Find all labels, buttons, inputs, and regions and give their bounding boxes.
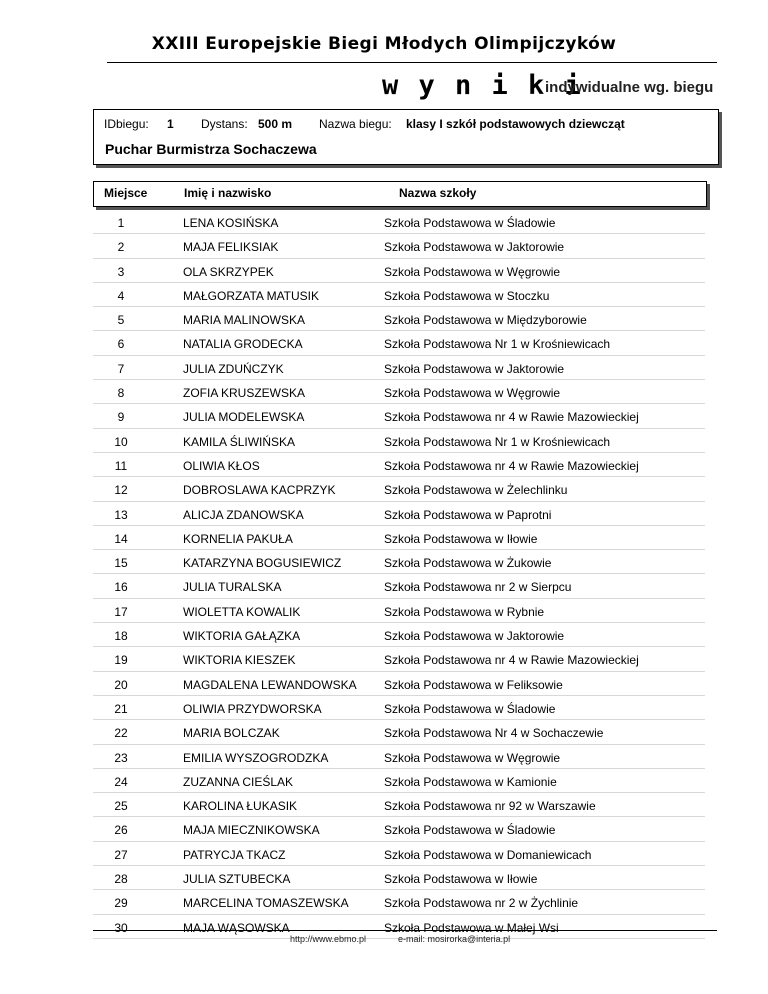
cell-place: 13 (114, 507, 128, 522)
table-row (93, 793, 705, 817)
cell-name: ZOFIA KRUSZEWSKA (183, 386, 306, 401)
distance-label: Dystans: (201, 117, 248, 131)
table-row (93, 696, 705, 720)
column-header-place: Miejsce (104, 186, 148, 200)
cell-place: 4 (117, 288, 125, 303)
cell-school: Szkoła Podstawowa w Jaktorowie (384, 240, 565, 255)
results-table (93, 210, 705, 939)
column-header-name: Imię i nazwisko (184, 186, 272, 200)
cell-school: Szkoła Podstawowa w Śladowie (384, 823, 556, 838)
cell-name: ZUZANNA CIEŚLAK (183, 774, 294, 789)
cell-place: 20 (114, 677, 128, 692)
cell-name: DOBROSLAWA KACPRZYK (183, 483, 336, 498)
cell-place: 17 (114, 604, 128, 619)
table-row (93, 404, 705, 428)
cell-place: 19 (114, 653, 128, 668)
cell-place: 14 (114, 531, 128, 546)
cell-place: 21 (114, 701, 128, 716)
cell-name: MAJA WĄSOWSKA (183, 920, 290, 935)
table-row (93, 259, 705, 283)
table-row (93, 890, 705, 914)
cell-school: Szkoła Podstawowa nr 2 w Żychlinie (384, 896, 579, 911)
table-row (93, 526, 705, 550)
race-info-box (93, 109, 719, 165)
cell-name: JULIA ZDUŃCZYK (183, 361, 284, 376)
cell-name: KATARZYNA BOGUSIEWICZ (183, 556, 342, 571)
cell-place: 6 (117, 337, 125, 352)
race-name-label: Nazwa biegu: (319, 117, 392, 131)
race-id-value: 1 (167, 117, 174, 131)
table-row (93, 720, 705, 744)
cell-name: OLIWIA PRZYDWORSKA (183, 701, 322, 716)
cell-name: KAMILA ŚLIWIŃSKA (183, 434, 296, 449)
cell-place: 5 (117, 313, 125, 328)
cell-name: WIOLETTA KOWALIK (183, 604, 301, 619)
cup-name: Puchar Burmistrza Sochaczewa (105, 141, 317, 157)
cell-name: OLA SKRZYPEK (183, 264, 274, 279)
cell-school: Szkoła Podstawowa nr 4 w Rawie Mazowieckiej (384, 410, 639, 425)
table-row (93, 502, 705, 526)
cell-name: KAROLINA ŁUKASIK (183, 799, 298, 814)
cell-name: EMILIA WYSZOGRODZKA (183, 750, 329, 765)
cell-school: Szkoła Podstawowa Nr 1 w Krośniewicach (384, 337, 611, 352)
cell-name: JULIA SZTUBECKA (183, 872, 291, 887)
cell-place: 23 (114, 750, 128, 765)
cell-place: 7 (117, 361, 125, 376)
cell-place: 29 (114, 896, 128, 911)
cell-school: Szkoła Podstawowa Nr 4 w Sochaczewie (384, 726, 604, 741)
cell-name: MAŁGORZATA MATUSIK (183, 288, 320, 303)
cell-place: 26 (114, 823, 128, 838)
table-row (93, 817, 705, 841)
cell-school: Szkoła Podstawowa w Kamionie (384, 774, 557, 789)
race-id-label: IDbiegu: (104, 117, 149, 131)
document-title: XXIII Europejskie Biegi Młodych Olimpijczyków (151, 34, 617, 54)
results-type: indywidualne wg. biegu (545, 79, 714, 96)
cell-place: 30 (114, 920, 128, 935)
cell-name: OLIWIA KŁOS (183, 458, 260, 473)
table-row (93, 210, 705, 234)
cell-name: MAGDALENA LEWANDOWSKA (183, 677, 357, 692)
cell-school: Szkoła Podstawowa nr 4 w Rawie Mazowieckiej (384, 653, 639, 668)
table-row (93, 672, 705, 696)
cell-place: 28 (114, 872, 128, 887)
cell-name: LENA KOSIŃSKA (183, 216, 279, 230)
table-row (93, 477, 705, 501)
cell-school: Szkoła Podstawowa w Iłowie (384, 531, 538, 546)
cell-place: 11 (114, 458, 128, 473)
cell-school: Szkoła Podstawowa nr 2 w Sierpcu (384, 580, 572, 595)
cell-place: 8 (117, 386, 125, 401)
cell-place: 22 (114, 726, 128, 741)
table-row (93, 599, 705, 623)
results-table-header (93, 181, 707, 207)
cell-school: Szkoła Podstawowa nr 92 w Warszawie (384, 799, 596, 814)
cell-school: Szkoła Podstawowa w Żelechlinku (384, 483, 568, 498)
cell-place: 24 (114, 774, 128, 789)
cell-school: Szkoła Podstawowa w Małej Wsi (384, 920, 559, 935)
cell-name: MARCELINA TOMASZEWSKA (183, 896, 349, 911)
footer-divider (93, 930, 717, 931)
table-row (93, 550, 705, 574)
cell-place: 25 (114, 799, 128, 814)
cell-school: Szkoła Podstawowa w Węgrowie (384, 264, 561, 279)
table-row (93, 429, 705, 453)
cell-school: Szkoła Podstawowa w Stoczku (384, 288, 550, 303)
table-row (93, 356, 705, 380)
cell-school: Szkoła Podstawowa w Iłowie (384, 872, 538, 887)
cell-place: 18 (114, 629, 128, 644)
cell-place: 1 (117, 216, 125, 230)
cell-place: 10 (114, 434, 128, 449)
cell-place: 15 (114, 556, 128, 571)
cell-school: Szkoła Podstawowa nr 4 w Rawie Mazowieckiej (384, 458, 639, 473)
cell-place: 2 (117, 240, 125, 255)
distance-value: 500 m (258, 117, 293, 131)
table-row (93, 234, 705, 258)
cell-school: Szkoła Podstawowa w Paprotni (384, 507, 552, 522)
cell-school: Szkoła Podstawowa w Domaniewicach (384, 847, 592, 862)
cell-school: Szkoła Podstawowa w Węgrowie (384, 386, 561, 401)
cell-place: 27 (114, 847, 128, 862)
cell-school: Szkoła Podstawowa w Śladowie (384, 216, 556, 230)
cell-name: ALICJA ZDANOWSKA (183, 507, 304, 522)
cell-name: MAJA FELIKSIAK (183, 240, 279, 255)
cell-name: PATRYCJA TKACZ (183, 847, 286, 862)
cell-name: WIKTORIA KIESZEK (183, 653, 296, 668)
table-row (93, 283, 705, 307)
cell-school: Szkoła Podstawowa w Międzyborowie (384, 313, 587, 328)
cell-name: JULIA TURALSKA (183, 580, 282, 595)
race-name-value: klasy I szkół podstawowych dziewcząt (406, 117, 625, 131)
table-row (93, 623, 705, 647)
cell-place: 3 (117, 264, 125, 279)
table-row (93, 574, 705, 598)
table-row (93, 842, 705, 866)
cell-school: Szkoła Podstawowa w Rybnie (384, 604, 545, 619)
table-row (93, 745, 705, 769)
cell-school: Szkoła Podstawowa w Żukowie (384, 556, 552, 571)
column-header-school: Nazwa szkoły (399, 186, 477, 200)
cell-place: 9 (117, 410, 125, 425)
cell-school: Szkoła Podstawowa w Feliksowie (384, 677, 563, 692)
cell-name: NATALIA GRODECKA (183, 337, 303, 352)
table-row (93, 866, 705, 890)
results-heading: w y n i k i (382, 70, 583, 101)
table-row (93, 380, 705, 404)
table-row (93, 307, 705, 331)
cell-name: JULIA MODELEWSKA (183, 410, 305, 425)
table-row (93, 453, 705, 477)
cell-school: Szkoła Podstawowa w Jaktorowie (384, 629, 565, 644)
cell-school: Szkoła Podstawowa Nr 1 w Krośniewicach (384, 434, 611, 449)
cell-name: MARIA MALINOWSKA (183, 313, 306, 328)
table-row (93, 331, 705, 355)
footer-url: http://www.ebmo.pl (290, 934, 367, 944)
table-row (93, 647, 705, 671)
cell-name: MARIA BOLCZAK (183, 726, 280, 741)
cell-name: MAJA MIECZNIKOWSKA (183, 823, 320, 838)
footer-email: e-mail: mosirorka@interia.pl (398, 934, 511, 944)
cell-school: Szkoła Podstawowa w Węgrowie (384, 750, 561, 765)
cell-school: Szkoła Podstawowa w Jaktorowie (384, 361, 565, 376)
title-divider (107, 62, 717, 63)
cell-place: 12 (114, 483, 128, 498)
cell-place: 16 (114, 580, 128, 595)
cell-school: Szkoła Podstawowa w Śladowie (384, 701, 556, 716)
cell-name: KORNELIA PAKUŁA (183, 531, 293, 546)
table-row (93, 769, 705, 793)
cell-name: WIKTORIA GAŁĄZKA (183, 629, 301, 644)
